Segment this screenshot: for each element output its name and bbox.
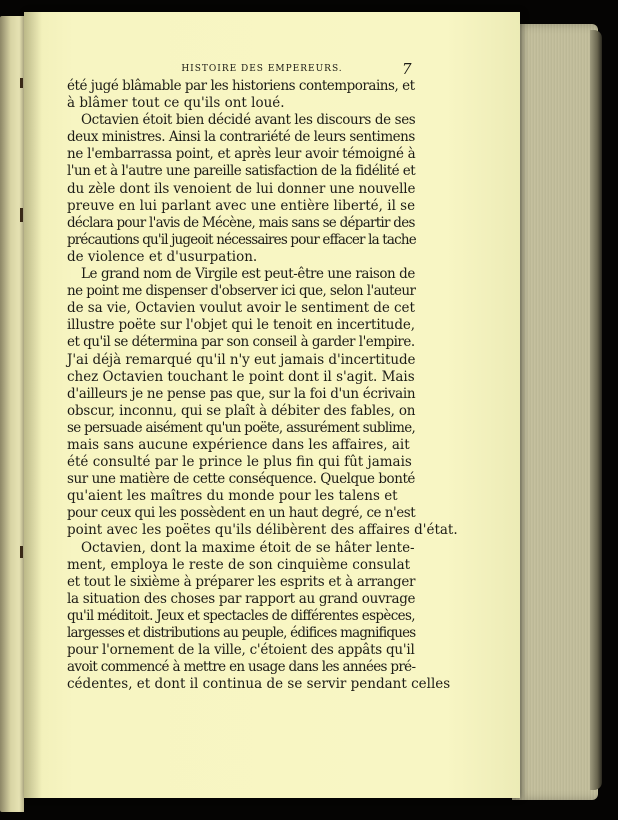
text-line: ne l'embarrassa point, et après leur avoir témoigné à bbox=[67, 146, 416, 163]
page-number: 7 bbox=[402, 60, 412, 78]
left-page-mark bbox=[20, 78, 23, 88]
text-line: chez Octavien touchant le point dont il s'agit. Mais bbox=[67, 368, 415, 385]
text-line: pour l'ornement de la ville, c'étoient des appâts qu'il bbox=[67, 642, 415, 659]
text-line: précautions qu'il jugeoit nécessaires pour effacer la tache bbox=[67, 231, 416, 248]
text-line: qu'aient les maîtres du monde pour les talens et bbox=[67, 488, 398, 505]
text-line: été jugé blâmable par les historiens contemporains, et bbox=[67, 78, 415, 94]
text-line: et qu'il se détermina par son conseil à garder l'empire. bbox=[67, 334, 415, 351]
text-line: qu'il méditoit. Jeux et spectacles de différentes espèces, bbox=[67, 607, 415, 624]
text-line: ment, employa le reste de son cinquième consulat bbox=[67, 556, 411, 573]
book-page bbox=[24, 12, 520, 798]
text-line: sur une matière de cette conséquence. Quelque bonté bbox=[67, 471, 415, 488]
text-line: mais sans aucune expérience dans les affaires, ait bbox=[67, 436, 410, 453]
text-line: cédentes, et dont il continua de se servir pendant celles bbox=[67, 676, 451, 693]
left-page-mark bbox=[20, 546, 23, 558]
book-cover-edge bbox=[590, 30, 602, 790]
text-line: de violence et d'usurpation. bbox=[67, 248, 258, 265]
text-line: déclara pour l'avis de Mécène, mais sans se départir des bbox=[67, 214, 415, 231]
paragraph-start-line: Le grand nom de Virgile est peut-être une raison de bbox=[81, 266, 415, 283]
text-line: point avec les poëtes qu'ils délibèrent des affaires d'état. bbox=[67, 522, 458, 539]
left-page-edge bbox=[0, 16, 24, 812]
text-line: obscur, inconnu, qui se plaît à débiter des fables, on bbox=[67, 402, 416, 419]
text-line: été consulté par le prince le plus fin qui fût jamais bbox=[67, 454, 412, 471]
text-line: deux ministres. Ainsi la contrariété de leurs sentimens bbox=[67, 129, 415, 146]
text-line: J'ai déjà remarqué qu'il n'y eut jamais d'incertitude bbox=[67, 351, 416, 368]
text-line: la situation des choses par rapport au grand ouvrage bbox=[67, 590, 416, 607]
running-head: HISTOIRE DES EMPEREURS. bbox=[181, 64, 343, 74]
text-line: largesses et distributions au peuple, édifices magnifiques bbox=[67, 625, 416, 641]
text-line: avoit commencé à mettre en usage dans les années pré- bbox=[67, 659, 416, 676]
text-line: à blâmer tout ce qu'ils ont loué. bbox=[67, 95, 285, 112]
text-line: et tout le sixième à préparer les esprits et à arranger bbox=[67, 573, 416, 590]
body-text bbox=[67, 78, 458, 693]
left-page-mark bbox=[20, 208, 23, 222]
page-gutter-shadow bbox=[24, 12, 42, 798]
page-stack-edge bbox=[512, 24, 598, 800]
paragraph-start-line: Octavien, dont la maxime étoit de se hâter lente- bbox=[81, 539, 415, 556]
text-line: se persuade aisément qu'un poëte, assurément sublime, bbox=[67, 419, 416, 436]
text-line: l'un et à l'autre une pareille satisfaction de la fidélité et bbox=[67, 163, 416, 180]
text-line: preuve en lui parlant avec une entière liberté, il se bbox=[67, 197, 416, 214]
text-line: de sa vie, Octavien voulut avoir le sentiment de cet bbox=[67, 300, 415, 317]
text-line: d'ailleurs je ne pense pas que, sur la foi d'un écrivain bbox=[67, 385, 416, 402]
text-line: ne point me dispenser d'observer ici que, selon l'auteur bbox=[67, 283, 416, 300]
text-line: du zèle dont ils venoient de lui donner une nouvelle bbox=[67, 180, 416, 197]
paragraph-start-line: Octavien étoit bien décidé avant les discours de ses bbox=[81, 112, 416, 129]
text-line: illustre poëte sur l'objet qui le tenoit en incertitude, bbox=[67, 317, 415, 334]
text-line: pour ceux qui les possèdent en un haut degré, ce n'est bbox=[67, 505, 416, 522]
